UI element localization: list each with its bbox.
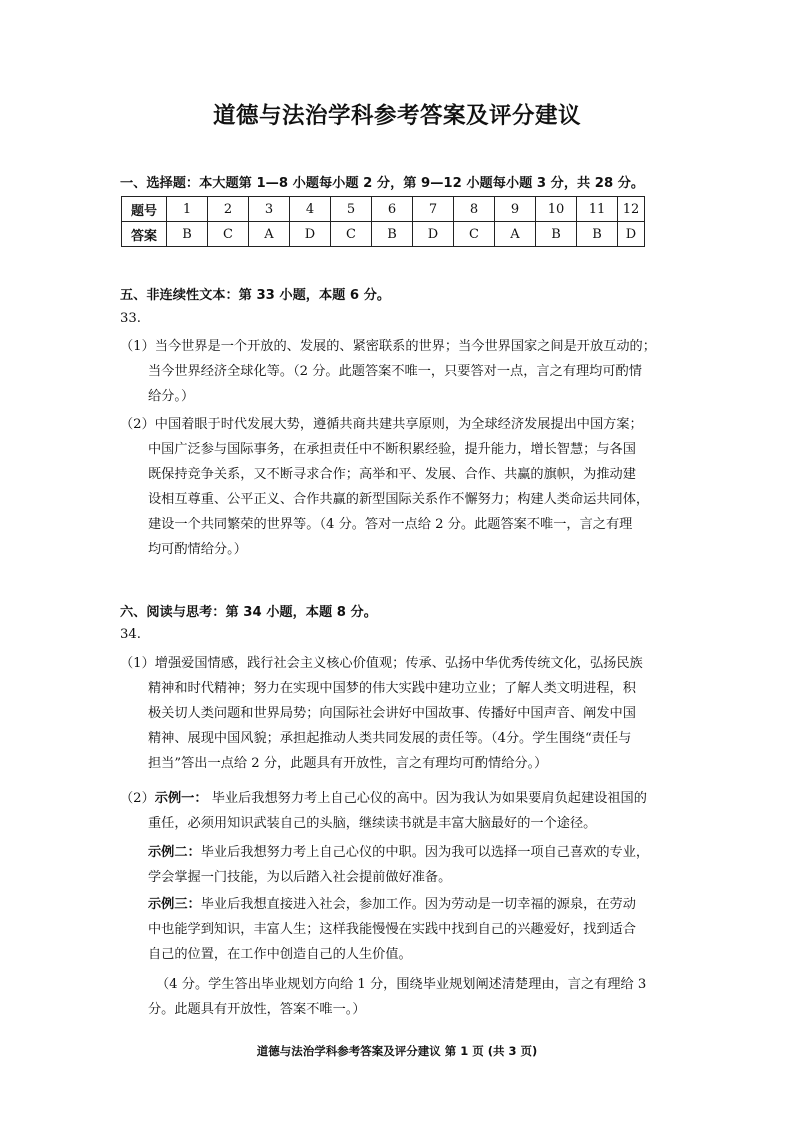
table-row-questions [122, 197, 645, 222]
row-label-answers: 答案 [122, 222, 167, 247]
table-cell: B [536, 222, 577, 247]
table-cell: 11 [577, 197, 618, 222]
example-1-label: 示例一： [154, 791, 208, 806]
table-cell: 4 [290, 197, 331, 222]
q34-p1-line: 精神和时代精神；努力在实现中国梦的伟大实践中建功立业；了解人类文明进程，积 [148, 681, 636, 696]
table-cell: 12 [618, 197, 645, 222]
q34-example-2-line: 学会掌握一门技能，为以后踏入社会提前做好准备。 [148, 870, 452, 885]
table-cell: A [249, 222, 290, 247]
section1-heading: 一、选择题：本大题第 1—8 小题每小题 2 分，第 9—12 小题每小题 3 分，共 28 分。 [120, 176, 645, 191]
q33-p1-line: 当今世界经济全球化等。（2 分。此题答案不唯一，只要答对一点，言之有理均可酌情 [148, 364, 642, 379]
table-cell: B [167, 222, 208, 247]
q33-p2-line: 既保持竞争关系，又不断寻求合作；高举和平、发展、合作、共赢的旗帜，为推动建 [148, 467, 636, 482]
table-cell: B [577, 222, 618, 247]
answer-table [121, 196, 645, 247]
table-cell: 3 [249, 197, 290, 222]
question-34-number: 34. [120, 627, 141, 642]
table-cell: 6 [372, 197, 413, 222]
table-cell: 9 [495, 197, 536, 222]
question-33-number: 33. [120, 311, 141, 326]
table-cell: D [618, 222, 645, 247]
q34-p1-line: 极关切人类问题和世界局势；向国际社会讲好中国故事、传播好中国声音、阐发中国 [148, 706, 636, 721]
table-cell: D [290, 222, 331, 247]
q33-p2-line: 建设一个共同繁荣的世界等。（4 分。答对一点给 2 分。此题答案不唯一，言之有理 [148, 517, 633, 532]
q34-example-3-line: 中也能学到知识，丰富人生；这样我能慢慢在实践中找到自己的兴趣爱好，找到适合 [148, 922, 636, 937]
example-2-text: 毕业后我想努力考上自己心仪的中职。因为我可以选择一项自己喜欢的专业， [200, 845, 650, 860]
q34-example-3-line: 自己的位置，在工作中创造自己的人生价值。 [148, 947, 412, 962]
q34-p1-line: （1）增强爱国情感，践行社会主义核心价值观；传承、弘扬中华优秀传统文化，弘扬民族 [120, 656, 643, 671]
page-title: 道德与法治学科参考答案及评分建议 [212, 103, 581, 129]
table-cell: D [413, 222, 454, 247]
q34-p1-line: 担当”答出一点给 2 分，此题具有开放性，言之有理均可酌情给分。） [148, 756, 548, 771]
q34-example-1-line: 重任，必须用知识武装自己的头脑，继续读书就是丰富大脑最好的一个途径。 [148, 816, 597, 831]
q33-p1-line: 给分。） [148, 389, 195, 404]
table-cell: 1 [167, 197, 208, 222]
table-cell: C [208, 222, 249, 247]
table-cell: 5 [331, 197, 372, 222]
table-row-answers [122, 222, 645, 247]
q33-p2-line: 设相互尊重、公平正义、合作共赢的新型国际关系作不懈努力；构建人类命运共同体， [148, 492, 650, 507]
example-3-text: 毕业后我想直接进入社会，参加工作。因为劳动是一切幸福的源泉，在劳动 [200, 897, 636, 912]
q34-scoring-line: 分。此题具有开放性，答案不唯一。） [148, 1002, 366, 1017]
page-footer: 道德与法治学科参考答案及评分建议 第 1 页 (共 3 页) [256, 1044, 538, 1058]
example-2-label: 示例二： [148, 845, 201, 860]
q33-p2-line: 均可酌情给分。） [148, 542, 247, 557]
q34-example-2-line [148, 841, 649, 860]
section6-heading: 六、阅读与思考：第 34 小题，本题 8 分。 [120, 605, 377, 620]
table-cell: 8 [454, 197, 495, 222]
q34-example-1-line [120, 787, 647, 806]
q34-p2-prefix: （2） [120, 791, 155, 806]
q34-p1-line: 精神、展现中国风貌；承担起推动人类共同发展的责任等。（4分。学生围绕“责任与 [148, 731, 632, 746]
example-1-text: 毕业后我想努力考上自己心仪的高中。因为我认为如果要肩负起建设祖国的 [207, 791, 647, 806]
q33-p2-line: 中国广泛参与国际事务，在承担责任中不断积累经验，提升能力，增长智慧；与各国 [148, 442, 636, 457]
table-cell: 2 [208, 197, 249, 222]
table-cell: C [331, 222, 372, 247]
table-cell: A [495, 222, 536, 247]
q33-p2-line: （2）中国着眼于时代发展大势，遵循共商共建共享原则，为全球经济发展提出中国方案； [120, 417, 643, 432]
q34-scoring-line: （4 分。学生答出毕业规划方向给 1 分，围绕毕业规划阐述清楚理由，言之有理给 3 [156, 977, 647, 992]
table-cell: C [454, 222, 495, 247]
table-cell: 7 [413, 197, 454, 222]
row-label-questions: 题号 [122, 197, 167, 222]
table-cell: 10 [536, 197, 577, 222]
q33-p1-line: （1）当今世界是一个开放的、发展的、紧密联系的世界；当今世界国家之间是开放互动的； [120, 339, 656, 354]
table-cell: B [372, 222, 413, 247]
q34-example-3-line [148, 893, 636, 912]
section5-heading: 五、非连续性文本：第 33 小题，本题 6 分。 [120, 288, 391, 303]
example-3-label: 示例三： [148, 897, 201, 912]
